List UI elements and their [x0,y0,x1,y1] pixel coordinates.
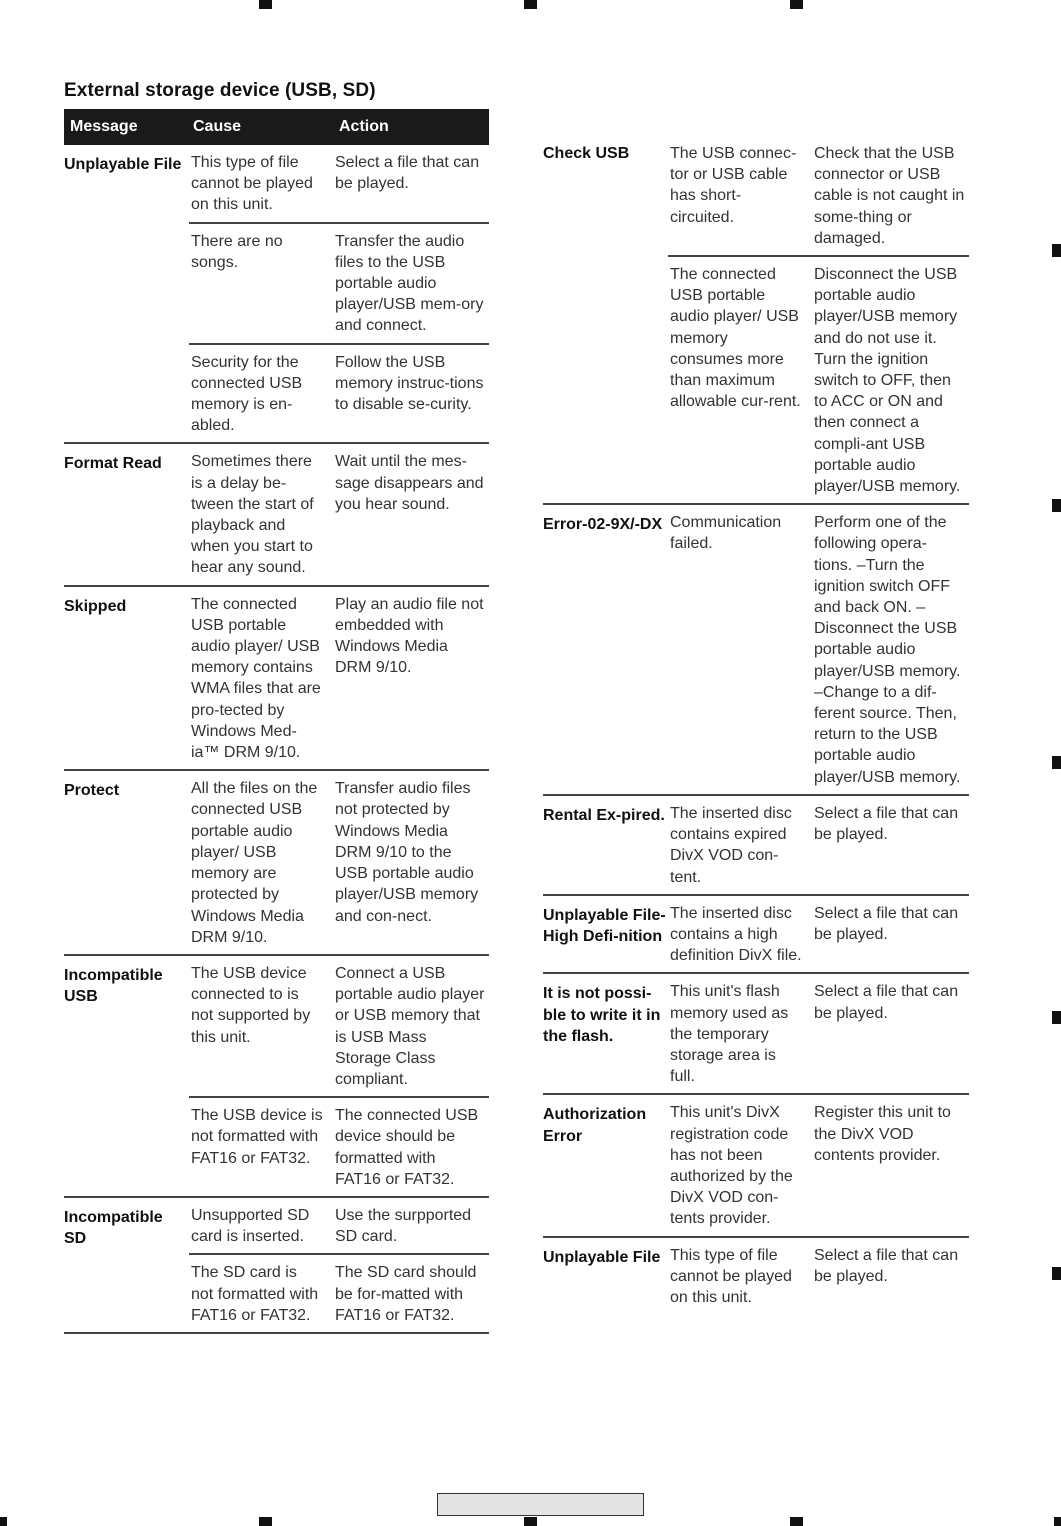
message-cell: It is not possi-ble to write it in the flash. [543,973,668,1094]
action-cell: Play an audio file not embedded with Windows Media DRM 9/10. [331,586,489,771]
table-row [543,973,969,1094]
message-cell: Incompatible SD [64,1208,163,1248]
action-cell: Register this unit to the DivX VOD contents provider. [810,1094,969,1236]
message-cell [64,344,189,444]
table-row [543,1094,969,1236]
action-cell: Transfer the audio files to the USB portable audio player/USB mem-ory and connect. [331,223,489,344]
cause-cell: The SD card is not formatted with FAT16 or FAT32. [189,1254,331,1333]
action-cell: Wait until the mes-sage disappears and you hear sound. [331,443,489,585]
message-cell: Unplayable File-High Defi-nition [543,895,668,974]
action-cell: Follow the USB memory instruc-tions to disable se-curity. [331,344,489,444]
action-cell: The connected USB device should be formatted with FAT16 or FAT32. [331,1097,489,1197]
message-cell: Unplayable File [543,1248,661,1266]
table-row [543,1237,969,1315]
action-cell: Check that the USB connector or USB cable is not caught in some-thing or damaged. [810,136,969,256]
message-cell [64,1254,189,1333]
action-cell: Select a file that can be played. [814,1246,959,1285]
registration-mark [790,1517,803,1526]
page-title: External storage device (USB, SD) [64,80,376,101]
action-cell: Transfer audio files not protected by Windows Media DRM 9/10 to the USB portable audio player/USB memory and con-nect. [331,770,489,955]
table-header-row [64,109,489,145]
registration-mark [1052,1011,1061,1024]
cause-cell: Unsupported SD card is inserted. [189,1197,331,1254]
cause-cell: The connected USB portable audio player/ USB memory consumes more than maximum allowable cur-rent. [668,256,810,504]
table-row [64,145,489,223]
cause-cell: The connected USB portable audio player/ USB memory contains WMA files that are pro-tected by Windows Med-ia™ DRM 9/10. [189,586,331,771]
table-row [64,443,489,585]
message-cell: Format Read [64,443,189,585]
error-message-table-right [543,136,969,1314]
message-cell: Incompatible USB [64,966,163,1006]
table-row [543,136,969,256]
registration-mark [259,0,272,9]
action-cell: Select a file that can be played. [810,973,969,1094]
cause-cell: The inserted disc contains expired DivX VOD con-tent. [668,795,810,895]
table-row [64,1197,489,1254]
table-row [64,344,489,444]
action-cell: Select a file that can be played. [810,895,969,974]
table-row [64,955,489,1097]
registration-mark [259,1517,272,1526]
table-row [543,256,969,504]
message-cell: Error-02-9X/-DX [543,504,668,795]
action-cell: Connect a USB portable audio player or USB memory that is USB Mass Storage Class compliant. [331,955,489,1097]
registration-mark [1052,1267,1061,1280]
registration-mark [1052,244,1061,257]
header-action: Action [331,109,489,145]
message-cell: Rental Ex-pired. [543,795,668,895]
message-cell [543,256,668,504]
registration-mark [524,0,537,9]
table-row [543,504,969,795]
table-row [64,770,489,955]
cause-cell: Sometimes there is a delay be-tween the start of playback and when you start to hear any sound. [189,443,331,585]
cause-cell: All the files on the connected USB portable audio player/ USB memory are protected by Windows Media DRM 9/10. [189,770,331,955]
cause-cell: This unit's DivX registration code has not been authorized by the DivX VOD con-tents provider. [668,1094,810,1236]
table-row [543,895,969,974]
action-cell: Disconnect the USB portable audio player/USB memory and do not use it. Turn the ignition switch to OFF, then to ACC or ON and then connect a compli-ant USB portable audio player/USB memory. [810,256,969,504]
message-cell: Authorization Error [543,1094,668,1236]
cause-cell: Security for the connected USB memory is en-abled. [189,344,331,444]
action-cell: Select a file that can be played. [331,145,489,223]
registration-mark [1052,756,1061,769]
table-row [543,795,969,895]
action-cell: Perform one of the following opera-tions. –Turn the ignition switch OFF and back ON. –Disconnect the USB portable audio player/USB memory. –Change to a dif-ferent source. Then, return to the USB portable audio player/USB memory. [810,504,969,795]
table-row [64,586,489,771]
action-cell: Use the surpported SD card. [331,1197,489,1254]
cause-cell: There are no songs. [189,223,331,344]
message-cell: Protect [64,770,189,955]
message-cell: Check USB [543,145,630,162]
table-row [64,1097,489,1197]
message-cell: Unplayable File [64,156,182,173]
header-cause: Cause [189,109,331,145]
cause-cell: The USB device connected to is not supported by this unit. [189,955,331,1097]
cause-cell: This unit's flash memory used as the temporary storage area is full. [668,973,810,1094]
message-cell [64,1097,189,1197]
error-message-table-left [64,109,489,1334]
cause-cell: Communication failed. [668,504,810,795]
cause-cell: The USB device is not formatted with FAT16 or FAT32. [189,1097,331,1197]
cause-cell: The inserted disc contains a high definition DivX file. [668,895,810,974]
table-row [64,1254,489,1333]
registration-mark [1052,499,1061,512]
message-cell [64,223,189,344]
registration-mark [524,1517,537,1526]
registration-mark [0,1517,7,1526]
registration-mark [1054,1517,1061,1526]
cause-cell: The USB connec-tor or USB cable has short-circuited. [668,136,810,256]
page-number-box [437,1493,644,1516]
message-cell: Skipped [64,586,189,771]
cause-cell: This type of file cannot be played on this unit. [189,145,331,223]
header-message: Message [64,109,189,145]
action-cell: Select a file that can be played. [810,795,969,895]
cause-cell: This type of file cannot be played on this unit. [670,1246,792,1306]
action-cell: The SD card should be for-matted with FAT16 or FAT32. [331,1254,489,1333]
registration-mark [790,0,803,9]
table-row [64,223,489,344]
